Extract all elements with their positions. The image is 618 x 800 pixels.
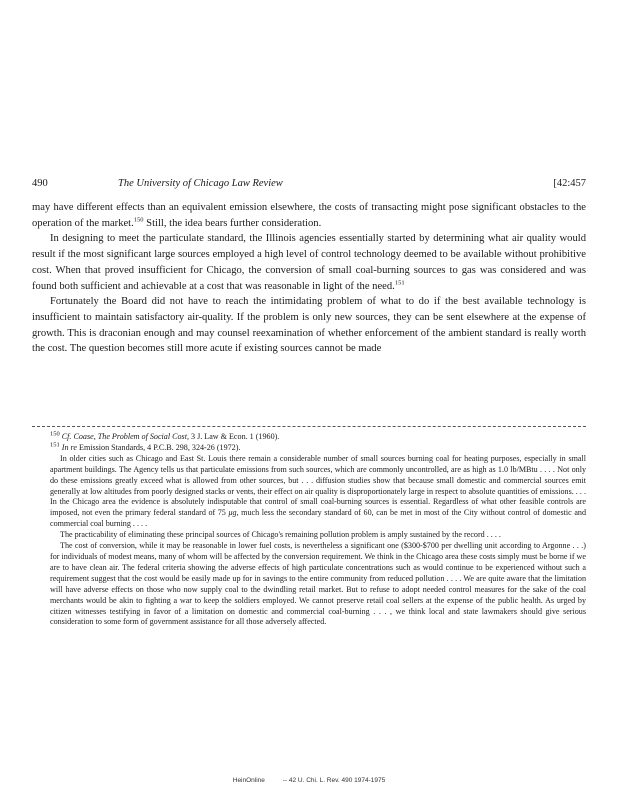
volume-reference: [42:457 (553, 178, 586, 189)
main-text (32, 200, 586, 357)
footnote-divider (32, 426, 586, 427)
footer-citation: -- 42 U. Chi. L. Rev. 490 1974-1975 (282, 777, 386, 784)
paragraph-3: Fortunately the Board did not have to reach the intimidating problem of what to do if the best available technology is insufficient to maintain satisfactory air-quality. If the problem is only new sources, they can be sent elsewhere at the expense of growth. This is draconian enough and may counsel reexamination of whether enforcement of the ambient standard is really worth the cost. The question becomes still more acute if existing sources cannot be made (32, 296, 586, 355)
footnote-ref-151: 151 (394, 278, 405, 286)
footnote-150: $^{150}$ Cf. Coase, The Problem of Social Cost, 3 J. Law & Econ. 1 (1960). (50, 430, 280, 441)
paragraph-2: In designing to meet the particulate standard, the Illinois agencies essentially started by determining what air quality would result if the most significant large sources employed a high level of control technology deemed to be available without prohibitive cost. When that proved insufficient for Chicago, the conversion of small coal-burning sources to gas was considered and was found both sufficient and achievable at a cost that was reasonable in light of the need.$^{151}$ (32, 233, 586, 292)
block-quote-3: The cost of conversion, while it may be reasonable in lower fuel costs, is nevertheless a significant one ($300-$700 per dwelling unit according to Argonne . . .) for individuals of modest means, many of whom will be affected by the conversion requirement. We think in the Chicago area these costs simply must be borne if we are to have clean air. The federal criteria showing the adverse effects of high particulate concentrations such as would continue to be experienced without such a requirement suggest that the cost would be easily made up for in savings to the entire community from reduced pollution . . . . We are quite aware that the limitation will have adverse effects on those who now supply coal to the dwindling retail market. But to refuse to adopt needed control measures for the sake of the coal merchants would be akin to fighting a war to keep the soldiers employed. We cannot preserve retail coal sellers at the expense of the public health. As urged by citizen witnesses testifying in favor of a limitation on domestic and commercial coal-burning . . . , we think local and state lawmakers should give serious consideration to some form of government assistance for all those adversely affected. (50, 541, 586, 627)
footer-source: HeinOnline (232, 777, 265, 784)
block-quote-2: The practicability of eliminating these principal sources of Chicago's remaining pollution problem is amply sustained by the record . . . . (60, 530, 501, 540)
paragraph-1: may have different effects than an equivalent emission elsewhere, the costs of transacting might pose significant obstacles to the operation of the market.$^{150}$ Still, the idea bears further consideration. (32, 202, 586, 229)
footnotes (32, 432, 586, 628)
page-footer (0, 777, 618, 784)
footnote-ref-150: 150 (133, 216, 144, 224)
page-number: 490 (32, 178, 48, 189)
running-header (32, 178, 586, 192)
footnote-151: $^{151}$ In re Emission Standards, 4 P.C.B. 298, 324-26 (1972). (50, 441, 241, 452)
block-quote-1: In older cities such as Chicago and East St. Louis there remain a considerable number of small sources burning coal for heating purposes, especially in small apartment buildings. The Agency tells us that particulate emissions from such sources, which are commonly uncontrolled, are as high as 1.0 lb/MBtu . . . . Not only do these emissions greatly exceed what is allowed from other sources, but . . . diffusion studies show that because small domestic and commercial sources emit generally at low altitudes from poorly designed stacks or vents, their effect on air quality is disproportionately large in respect to absolute quantities of emissions. . . . In the Chicago area the evidence is absolutely indisputable that control of small coal-burning sources is essential. Regardless of what other feasible controls are imposed, not even the primary federal standard of 75 μg, much less the secondary standard of 60, can be met in most of the City without control of domestic and commercial coal burning . . . . (50, 453, 587, 529)
journal-title: The University of Chicago Law Review (118, 178, 283, 189)
